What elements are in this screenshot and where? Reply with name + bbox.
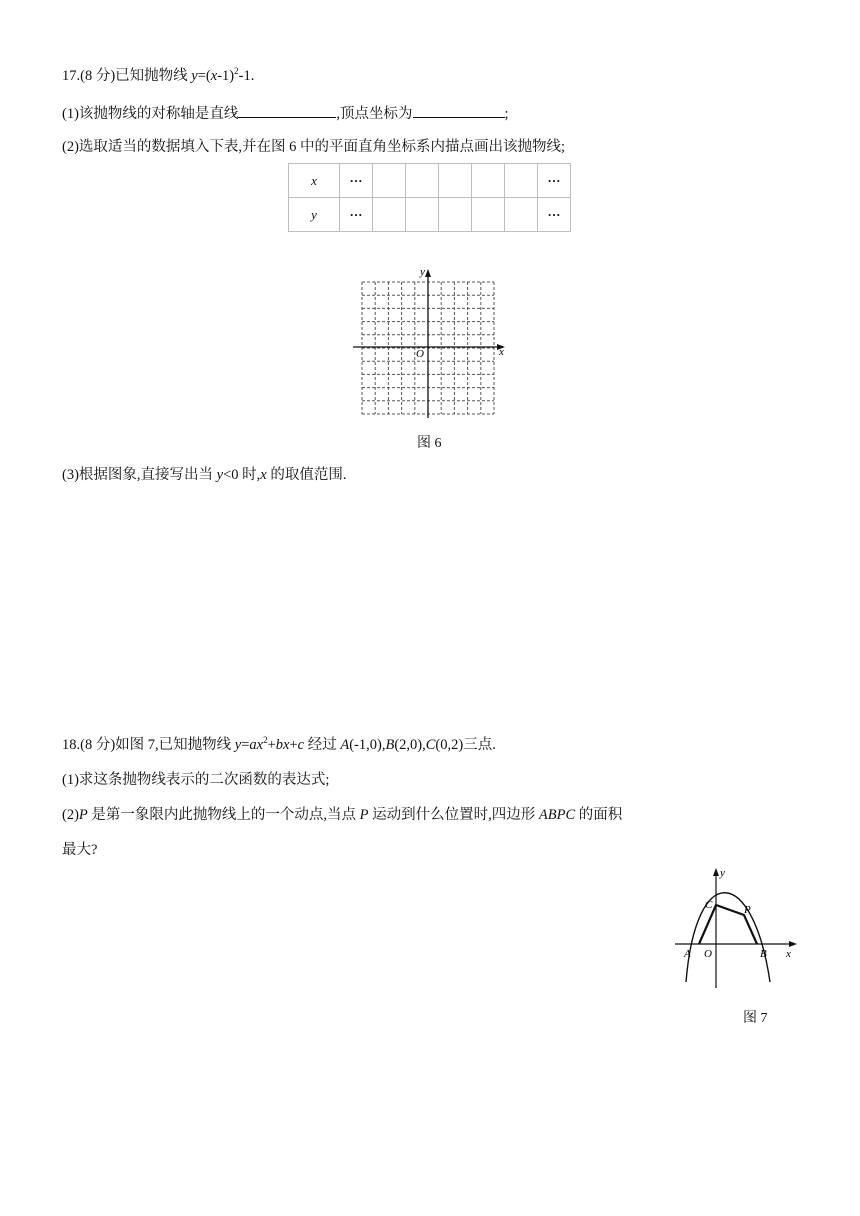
table-dots: ··· [538, 164, 571, 198]
figure6-label-x: x [499, 346, 504, 358]
q17-head: 17.(8 分)已知抛物线 [62, 68, 192, 84]
table-dots: ··· [538, 198, 571, 232]
q17-eq-minus: -1) [217, 68, 235, 84]
q18-quad-abpc: ABPC [538, 807, 576, 823]
q18-eq-bx: bx [275, 737, 290, 753]
figure7-caption: 图 7 [743, 1011, 768, 1026]
q18-part1-text: (1)求这条抛物线表示的二次函数的表达式; [62, 772, 330, 788]
q18-point-p: P [359, 807, 369, 823]
q17-part1-end: ; [504, 106, 509, 122]
figure7-label-y: y [720, 867, 725, 879]
table-dots: ··· [340, 164, 373, 198]
figure7-label-p: P [744, 904, 751, 916]
q18-coord-a: (-1,0), [349, 737, 386, 753]
q18-coord-b: (2,0), [394, 737, 426, 753]
q17-eq-open: =( [197, 68, 211, 84]
figure6-label-y: y [420, 266, 425, 278]
q18-point-p: P [78, 807, 88, 823]
q17-part2-text: (2)选取适当的数据填入下表,并在图 6 中的平面直角坐标系内描点画出该抛物线; [62, 139, 566, 155]
q18-part2-area: 的面积 [575, 807, 623, 823]
q18-part2-text: 是第一象限内此抛物线上的一个动点,当点 [87, 807, 360, 823]
q17-part3-text: (3)根据图象,直接写出当 [62, 467, 217, 483]
figure7-label-x: x [786, 948, 791, 960]
table-header-x: x [289, 164, 340, 198]
q18-eq-y: y [234, 737, 242, 753]
q18-part2-text2: 运动到什么位置时,四边形 [368, 807, 539, 823]
q18-pass-text: 经过 [304, 737, 341, 753]
q18-eq-plus: + [267, 737, 276, 753]
q17-eq-y: y [191, 68, 198, 84]
q18-eq-equals: = [241, 737, 250, 753]
table-dots: ··· [340, 198, 373, 232]
q17-part3-x: x [260, 467, 267, 483]
q18-eq-plus: + [289, 737, 298, 753]
q18-eq-ax: ax [249, 737, 264, 753]
figure7-y-arrow-icon [713, 868, 719, 876]
q18-point-a: A [340, 737, 350, 753]
table-header-y: y [289, 198, 340, 232]
figure7-label-origin: O [704, 948, 712, 960]
figure6-label-origin: O [416, 348, 424, 360]
q17-part1-text: (1)该抛物线的对称轴是直线 [62, 106, 239, 122]
q18-coord-c: (0,2)三点. [435, 737, 496, 753]
figure7-label-a: A [684, 948, 691, 960]
q17-part3-y: y [216, 467, 224, 483]
q18-point-c: C [425, 737, 436, 753]
q18-part2-num: (2) [62, 807, 79, 823]
q18-eq-exponent: 2 [263, 735, 268, 745]
figure7-x-arrow-icon [789, 941, 797, 947]
q17-eq-exponent: 2 [234, 66, 239, 76]
q18-point-b: B [385, 737, 395, 753]
figure6-caption: 图 6 [417, 436, 442, 451]
q18-head: 18.(8 分)如图 7,已知抛物线 [62, 737, 235, 753]
figure7-label-c: C [705, 899, 713, 911]
q17-part3-end: 的取值范围. [266, 467, 347, 483]
q17-part3-cond: <0 时, [223, 467, 261, 483]
figure7-label-b: B [760, 948, 767, 960]
q18-eq-c: c [297, 737, 305, 753]
q17-eq-tail: -1. [238, 68, 255, 84]
q18-part2-question: 最大? [62, 842, 98, 858]
q17-part1-vertex-text: ,顶点坐标为 [336, 106, 413, 122]
q17-eq-x: x [210, 68, 218, 84]
figure7-parabola [686, 893, 770, 982]
